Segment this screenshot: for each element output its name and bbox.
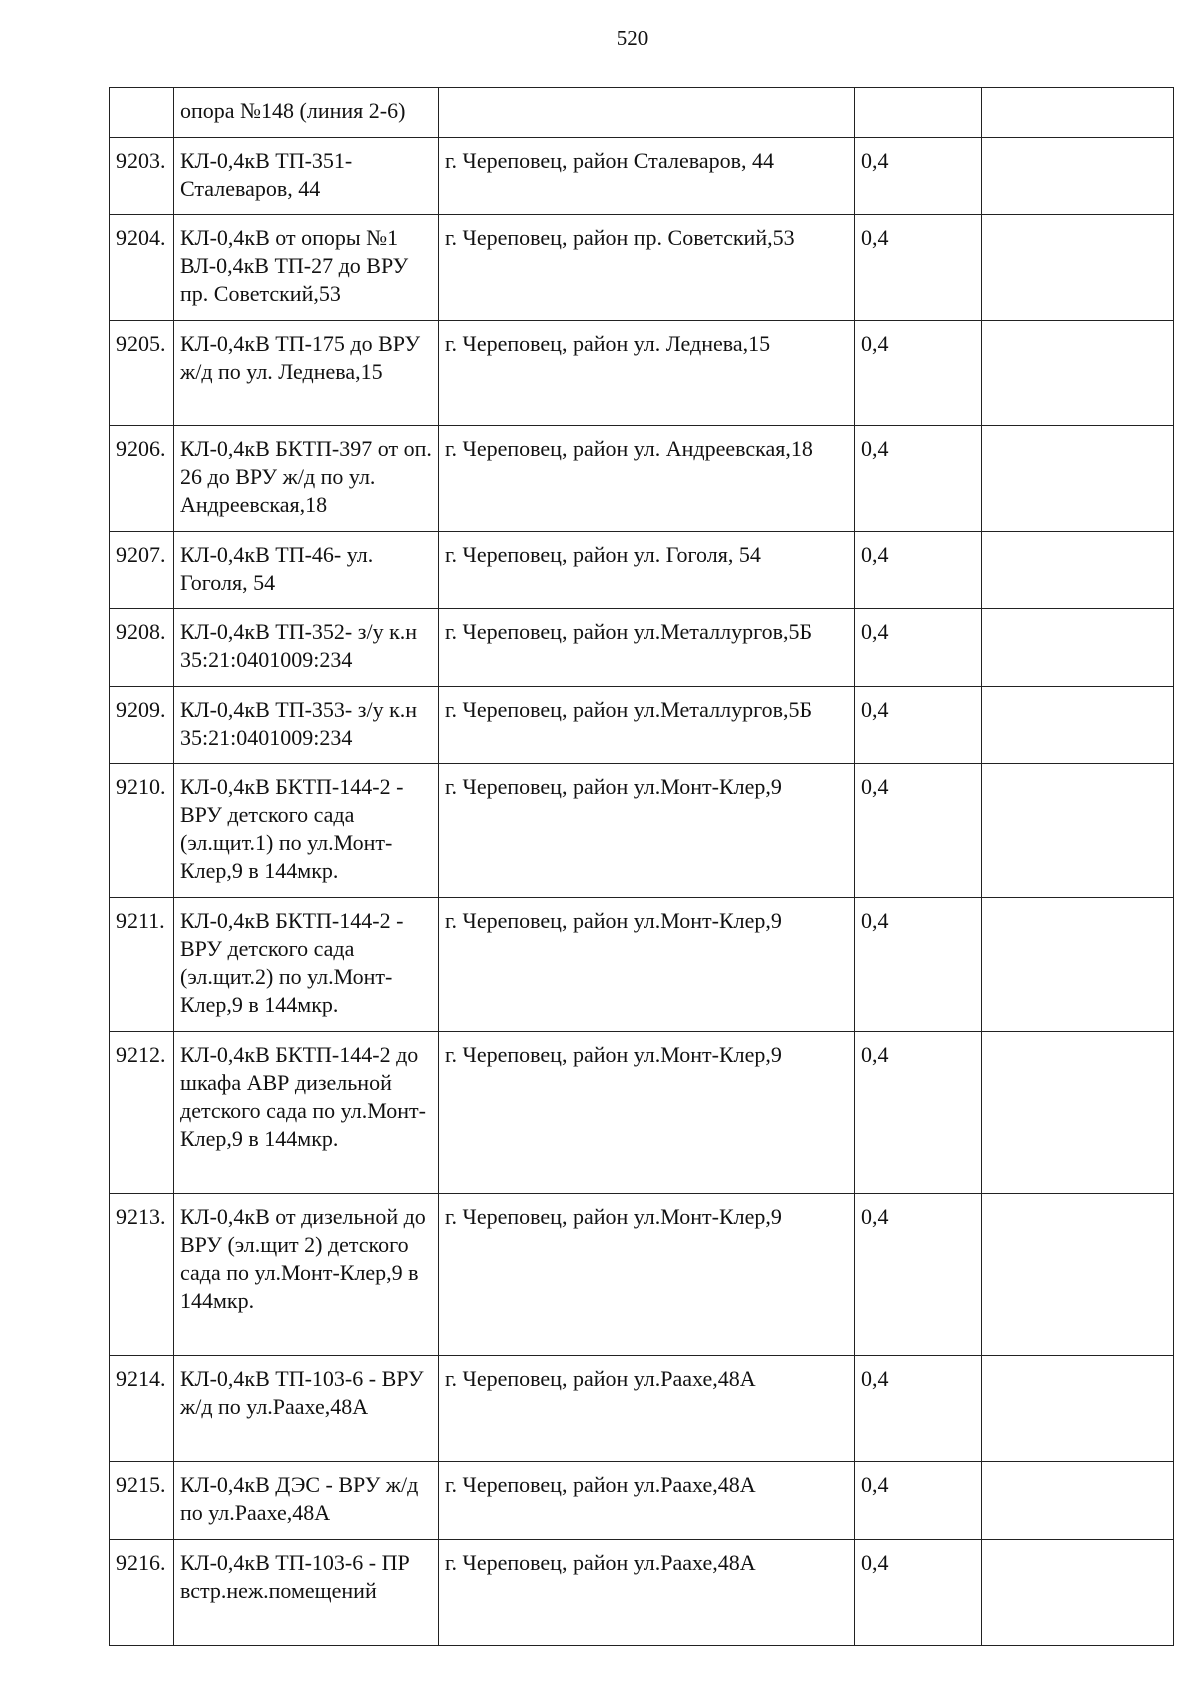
table-row	[110, 609, 1174, 687]
line-name: КЛ-0,4кВ ТП-353- з/у к.н 35:21:0401009:234	[174, 687, 439, 764]
line-voltage: 0,4	[855, 609, 982, 687]
line-voltage: 0,4	[855, 898, 982, 1032]
registry-table	[109, 87, 1174, 1646]
line-name: КЛ-0,4кВ от опоры №1 ВЛ-0,4кВ ТП-27 до ВРУ пр. Советский,53	[174, 215, 439, 321]
row-number: 9215.	[110, 1462, 174, 1540]
row-number: 9211.	[110, 898, 174, 1032]
line-address: г. Череповец, район пр. Советский,53	[439, 215, 855, 321]
line-extra	[982, 88, 1174, 138]
line-extra	[982, 898, 1174, 1032]
table-row	[110, 1194, 1174, 1356]
line-voltage: 0,4	[855, 138, 982, 215]
row-number: 9204.	[110, 215, 174, 321]
line-name: КЛ-0,4кВ ТП-352- з/у к.н 35:21:0401009:234	[174, 609, 439, 687]
line-name: КЛ-0,4кВ ТП-175 до ВРУ ж/д по ул. Леднева,15	[174, 321, 439, 426]
table-row	[110, 1356, 1174, 1462]
line-voltage: 0,4	[855, 764, 982, 898]
line-address: г. Череповец, район ул. Андреевская,18	[439, 426, 855, 532]
row-number: 9208.	[110, 609, 174, 687]
line-extra	[982, 1356, 1174, 1462]
line-voltage: 0,4	[855, 1462, 982, 1540]
line-extra	[982, 764, 1174, 898]
table-row	[110, 321, 1174, 426]
line-address: г. Череповец, район ул.Монт-Клер,9	[439, 1032, 855, 1194]
table-row	[110, 687, 1174, 764]
table-row	[110, 138, 1174, 215]
row-number: 9207.	[110, 532, 174, 609]
line-extra	[982, 1462, 1174, 1540]
line-name: КЛ-0,4кВ ТП-351-Сталеваров, 44	[174, 138, 439, 215]
row-number: 9206.	[110, 426, 174, 532]
table-row	[110, 764, 1174, 898]
line-address: г. Череповец, район ул.Раахе,48А	[439, 1540, 855, 1646]
table-row	[110, 1462, 1174, 1540]
line-name: опора №148 (линия 2-6)	[174, 88, 439, 138]
line-name: КЛ-0,4кВ БКТП-397 от оп. 26 до ВРУ ж/д по ул. Андреевская,18	[174, 426, 439, 532]
line-voltage: 0,4	[855, 426, 982, 532]
line-extra	[982, 1194, 1174, 1356]
line-name: КЛ-0,4кВ ТП-103-6 - ВРУ ж/д по ул.Раахе,48А	[174, 1356, 439, 1462]
line-name: КЛ-0,4кВ от дизельной до ВРУ (эл.щит 2) детского сада по ул.Монт-Клер,9 в 144мкр.	[174, 1194, 439, 1356]
line-extra	[982, 1032, 1174, 1194]
row-number: 9210.	[110, 764, 174, 898]
row-number: 9213.	[110, 1194, 174, 1356]
line-address: г. Череповец, район ул.Раахе,48А	[439, 1356, 855, 1462]
row-number	[110, 88, 174, 138]
line-voltage	[855, 88, 982, 138]
table-row	[110, 1032, 1174, 1194]
line-extra	[982, 321, 1174, 426]
line-voltage: 0,4	[855, 687, 982, 764]
line-voltage: 0,4	[855, 215, 982, 321]
line-extra	[982, 532, 1174, 609]
table-row	[110, 215, 1174, 321]
table-row	[110, 88, 1174, 138]
line-address: г. Череповец, район ул.Раахе,48А	[439, 1462, 855, 1540]
line-name: КЛ-0,4кВ ДЭС - ВРУ ж/д по ул.Раахе,48А	[174, 1462, 439, 1540]
line-name: КЛ-0,4кВ ТП-46- ул. Гоголя, 54	[174, 532, 439, 609]
table-row	[110, 898, 1174, 1032]
line-extra	[982, 687, 1174, 764]
line-name: КЛ-0,4кВ БКТП-144-2 до шкафа АВР дизельной детского сада по ул.Монт-Клер,9 в 144мкр.	[174, 1032, 439, 1194]
line-extra	[982, 609, 1174, 687]
line-address: г. Череповец, район ул. Леднева,15	[439, 321, 855, 426]
line-name: КЛ-0,4кВ БКТП-144-2 - ВРУ детского сада (эл.щит.2) по ул.Монт-Клер,9 в 144мкр.	[174, 898, 439, 1032]
line-address: г. Череповец, район ул.Монт-Клер,9	[439, 898, 855, 1032]
line-voltage: 0,4	[855, 321, 982, 426]
line-voltage: 0,4	[855, 1356, 982, 1462]
page-number: 520	[616, 26, 649, 50]
table-row	[110, 426, 1174, 532]
line-address: г. Череповец, район ул.Монт-Клер,9	[439, 764, 855, 898]
line-voltage: 0,4	[855, 1540, 982, 1646]
line-extra	[982, 426, 1174, 532]
line-name: КЛ-0,4кВ ТП-103-6 - ПР встр.неж.помещений	[174, 1540, 439, 1646]
row-number: 9214.	[110, 1356, 174, 1462]
row-number: 9212.	[110, 1032, 174, 1194]
line-voltage: 0,4	[855, 1032, 982, 1194]
line-extra	[982, 1540, 1174, 1646]
line-extra	[982, 138, 1174, 215]
line-voltage: 0,4	[855, 532, 982, 609]
row-number: 9203.	[110, 138, 174, 215]
table-row	[110, 532, 1174, 609]
line-address: г. Череповец, район ул.Металлургов,5Б	[439, 687, 855, 764]
line-address: г. Череповец, район ул.Монт-Клер,9	[439, 1194, 855, 1356]
row-number: 9209.	[110, 687, 174, 764]
row-number: 9205.	[110, 321, 174, 426]
line-address: г. Череповец, район ул.Металлургов,5Б	[439, 609, 855, 687]
line-extra	[982, 215, 1174, 321]
line-address: г. Череповец, район Сталеваров, 44	[439, 138, 855, 215]
line-name: КЛ-0,4кВ БКТП-144-2 - ВРУ детского сада (эл.щит.1) по ул.Монт-Клер,9 в 144мкр.	[174, 764, 439, 898]
table-row	[110, 1540, 1174, 1646]
line-address: г. Череповец, район ул. Гоголя, 54	[439, 532, 855, 609]
row-number: 9216.	[110, 1540, 174, 1646]
line-address	[439, 88, 855, 138]
line-voltage: 0,4	[855, 1194, 982, 1356]
